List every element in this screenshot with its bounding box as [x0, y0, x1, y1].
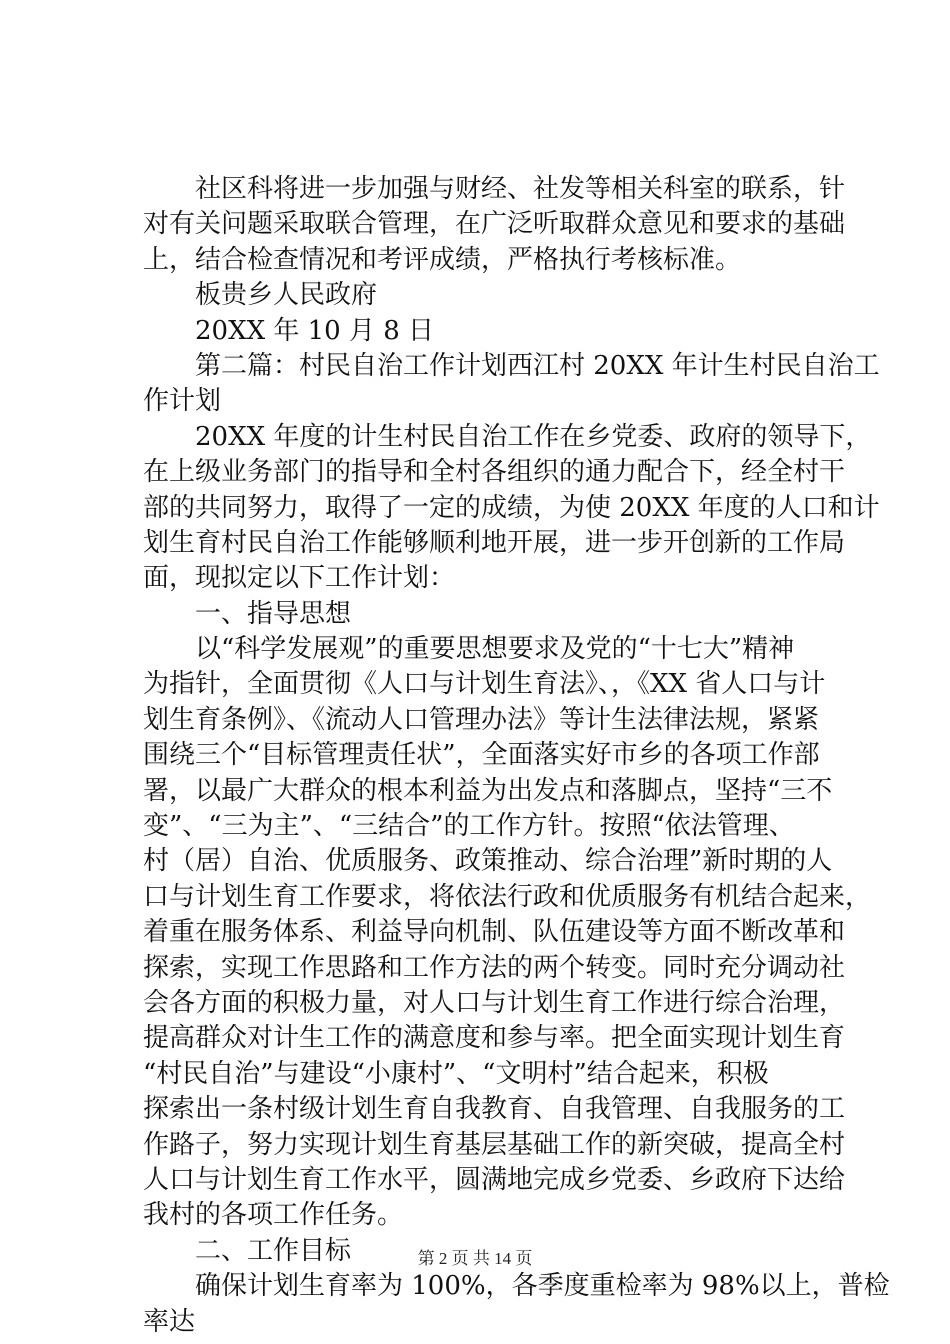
text-line: 社区科将进一步加强与财经、社发等相关科室的联系，针	[143, 174, 846, 204]
page-footer	[0, 1244, 950, 1269]
text-line: 划生育条例》、《流动人口管理办法》等计生法律法规，紧紧	[143, 704, 820, 735]
text-line: 会各方面的积极力量，对人口与计划生育工作进行综合治理，	[143, 987, 846, 1018]
section-heading: 作计划	[143, 386, 222, 417]
text-line: 署，以最广大群众的根本利益为出发点和落脚点，坚持“三不	[143, 775, 833, 806]
text-line: 我村的各项工作任务。	[143, 1200, 404, 1231]
text-line: “村民自治”与建设“小康村”、“文明村”结合起来，积极	[143, 1058, 769, 1089]
text-line: 部的共同努力，取得了一定的成绩，为使 20XX 年度的人口和计	[143, 492, 880, 523]
text-line: 人口与计划生育工作水平，圆满地完成乡党委、乡政府下达给	[143, 1164, 846, 1195]
text-line: 为指针，全面贯彻《人口与计划生育法》、，《XX 省人口与计	[143, 669, 826, 700]
text-line: 以“科学发展观”的重要思想要求及党的“十七大”精神	[143, 634, 795, 665]
text-line: 20XX 年度的计生村民自治工作在乡党委、政府的领导下，	[143, 421, 872, 452]
subheading: 二、工作目标	[143, 1235, 352, 1266]
text-line: 在上级业务部门的指导和全村各组织的通力配合下，经全村干	[143, 457, 846, 488]
text-line: 面，现拟定以下工作计划：	[143, 563, 456, 594]
text-line: 上，结合检查情况和考评成绩，严格执行考核标准。	[143, 244, 742, 275]
subheading: 一、指导思想	[143, 598, 352, 629]
text-line: 着重在服务体系、利益导向机制、队伍建设等方面不断改革和	[143, 917, 846, 948]
text-line: 率达	[143, 1306, 196, 1337]
text-line: 围绕三个“目标管理责任状”，全面落实好市乡的各项工作部	[143, 740, 820, 771]
section-heading: 第二篇：村民自治工作计划西江村 20XX 年计生村民自治工	[143, 350, 880, 381]
page-number: 第 2 页 共 14 页	[417, 1249, 533, 1268]
text-line: 划生育村民自治工作能够顺利地开展，进一步开创新的工作局	[143, 527, 846, 558]
text-line: 村（居）自治、优质服务、政策推动、综合治理”新时期的人	[143, 846, 833, 877]
text-line: 提高群众对计生工作的满意度和参与率。把全面实现计划生育	[143, 1023, 846, 1054]
text-line: 对有关问题采取联合管理，在广泛听取群众意见和要求的基础	[143, 209, 846, 240]
signature-date: 20XX 年 10 月 8 日	[143, 315, 435, 346]
text-line: 确保计划生育率为 100%，各季度重检率为 98%以上，普检	[143, 1271, 890, 1302]
document-body	[143, 172, 890, 1340]
text-line: 探索出一条村级计划生育自我教育、自我管理、自我服务的工	[143, 1094, 846, 1125]
text-line: 口与计划生育工作要求，将依法行政和优质服务有机结合起来，	[143, 881, 872, 912]
text-line: 变”、“三为主”、“三结合”的工作方针。按照“依法管理、	[143, 811, 795, 842]
text-line: 探索，实现工作思路和工作方法的两个转变。同时充分调动社	[143, 952, 846, 983]
signature-org: 板贵乡人民政府	[143, 280, 378, 311]
text-line: 作路子，努力实现计划生育基层基础工作的新突破，提高全村	[143, 1129, 846, 1160]
